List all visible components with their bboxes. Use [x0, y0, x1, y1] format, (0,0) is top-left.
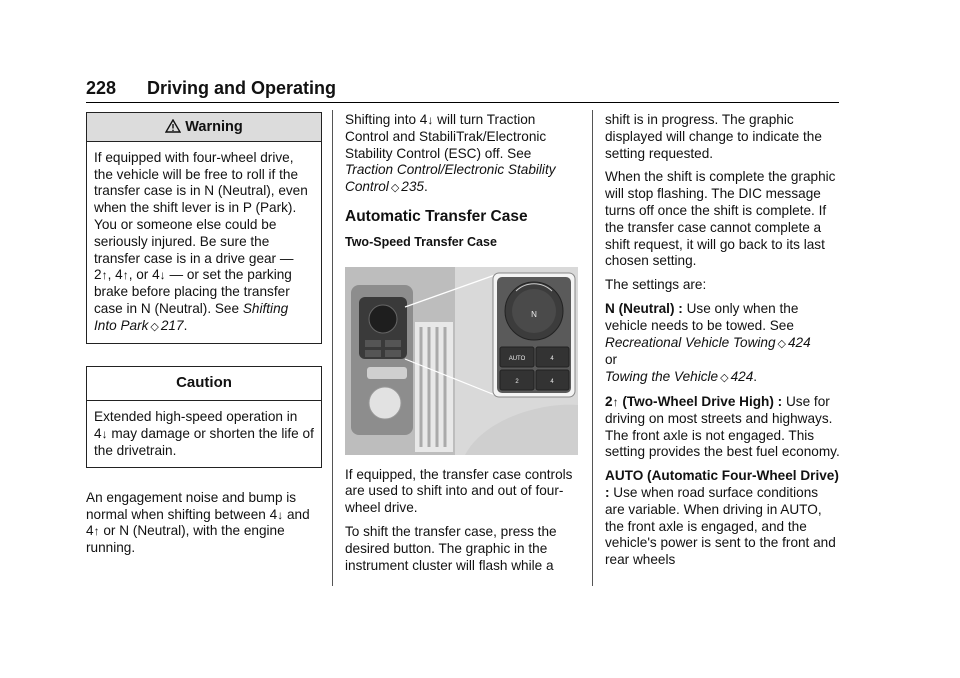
subsection-heading: Two-Speed Transfer Case [345, 234, 497, 249]
warning-body [87, 142, 321, 343]
xref-diamond-icon: ◇ [150, 320, 159, 333]
xref-page[interactable]: 235 [401, 179, 424, 195]
body-text: will turn Traction Control and StabiliTrak/Electronic Stability Control (ESC) off. See [345, 112, 547, 161]
body-text: Use when road surface conditions are variable. When driving in AUTO, the front axle is engaged, and the vehicle's power is sent to the front and rear wheels [605, 484, 836, 568]
punctuation: . [423, 179, 428, 195]
warning-title: Warning [185, 119, 243, 135]
down-arrow-icon: ↓ [277, 507, 284, 522]
column-right [605, 112, 841, 576]
body-text: or [605, 352, 618, 368]
body-text: Use for driving on most streets and highways. The front axle is not engaged. This setting provides the best fuel economy. [605, 393, 840, 460]
body-text: and 4 [86, 506, 310, 539]
up-arrow-icon: ↑ [93, 524, 100, 539]
warning-text: , 4 [107, 267, 123, 283]
up-arrow-icon: ↑ [612, 394, 619, 409]
section-heading: Automatic Transfer Case [345, 207, 528, 225]
body-text: Use only when the vehicle needs to be towed. See [605, 300, 799, 333]
body-text: or N (Neutral), with the engine running. [86, 523, 285, 556]
knob-label: N [531, 309, 537, 319]
warning-text: If equipped with four-wheel drive, the vehicle will be free to roll if the transfer case is in N (Neutral), even when the shift lever is in P (Park). You or someone else could be seriously injured. Be sure the transfer case is in a drive gear — 2 [94, 149, 308, 283]
warning-box [86, 112, 322, 344]
down-arrow-icon: ↓ [101, 427, 108, 442]
section-title: Driving and Operating [147, 78, 337, 98]
two-high-setting [605, 394, 841, 461]
setting-term: N (Neutral) : [605, 300, 683, 316]
shift-paragraph: To shift the transfer case, press the desired button. The graphic in the instrument cluster will flash while a [345, 523, 557, 573]
xref-diamond-icon: ◇ [777, 337, 786, 350]
transfer-case-photo [345, 267, 578, 455]
xref-diamond-icon: ◇ [720, 372, 729, 385]
two-high-button-label: 2 [515, 378, 519, 385]
four-low-button-label: 4 [550, 378, 554, 385]
page-header [86, 78, 839, 104]
xref-page[interactable]: 424 [730, 369, 754, 385]
engagement-paragraph [86, 490, 322, 557]
xref-link[interactable]: Shifting Into Park [94, 300, 289, 333]
down-arrow-icon: ↓ [427, 113, 434, 127]
settings-intro: The settings are: [605, 277, 707, 293]
caution-header: Caution [87, 367, 321, 402]
column-divider [332, 110, 333, 586]
page-number: 228 [86, 78, 117, 98]
body-text: Shifting into 4 [345, 112, 428, 127]
warning-triangle-icon [165, 119, 181, 133]
xref-link[interactable]: Recreational Vehicle Towing [605, 334, 776, 350]
neutral-setting [605, 301, 841, 387]
complete-paragraph: When the shift is complete the graphic will stop flashing. The DIC message turns off once the shift is complete. If the transfer case cannot complete a shift request, it will go back to its last chosen setting. [605, 169, 836, 269]
up-arrow-icon: ↑ [101, 268, 108, 283]
warning-text: , or 4 [128, 267, 160, 283]
four-high-button-label: 4 [550, 355, 554, 362]
down-arrow-icon: ↓ [159, 268, 166, 283]
column-divider [592, 110, 593, 586]
xref-link[interactable]: Traction Control/Electronic Stability Control [345, 162, 556, 195]
xref-page[interactable]: 424 [788, 334, 811, 350]
xref-diamond-icon: ◇ [390, 182, 400, 195]
column-left [86, 112, 322, 564]
xref-page[interactable]: 217 [160, 317, 184, 333]
caution-text: may damage or shorten the life of the drivetrain. [94, 426, 314, 458]
caution-body [87, 401, 321, 466]
header-rule [86, 102, 839, 103]
column-middle [345, 112, 579, 581]
air-vent [415, 322, 453, 452]
warning-header [87, 113, 321, 142]
caution-text: Extended high-speed operation in 4 [94, 409, 298, 442]
controls-paragraph: If equipped, the transfer case controls are used to shift into and out of four-wheel drive. [345, 466, 573, 516]
progress-paragraph: shift is in progress. The graphic displayed will change to indicate the setting requested. [605, 112, 822, 161]
setting-term: AUTO (Automatic Four-Wheel Drive) : [605, 468, 839, 500]
punctuation: . [183, 317, 188, 333]
auto-setting [605, 468, 841, 569]
punctuation: . [753, 369, 758, 385]
warning-text: — or set the parking brake before placing the transfer case in N (Neutral). See [94, 267, 292, 316]
xref-link[interactable]: Towing the Vehicle [605, 369, 719, 385]
auto-button-label: AUTO [508, 355, 526, 362]
traction-paragraph [345, 112, 579, 197]
small-knob-icon [369, 305, 397, 333]
setting-term: (Two-Wheel Drive High) : [618, 393, 783, 409]
up-arrow-icon: ↑ [122, 268, 129, 283]
setting-term: 2 [605, 393, 613, 409]
body-text: An engagement noise and bump is normal when shifting between 4 [86, 489, 297, 522]
caution-box [86, 366, 322, 468]
